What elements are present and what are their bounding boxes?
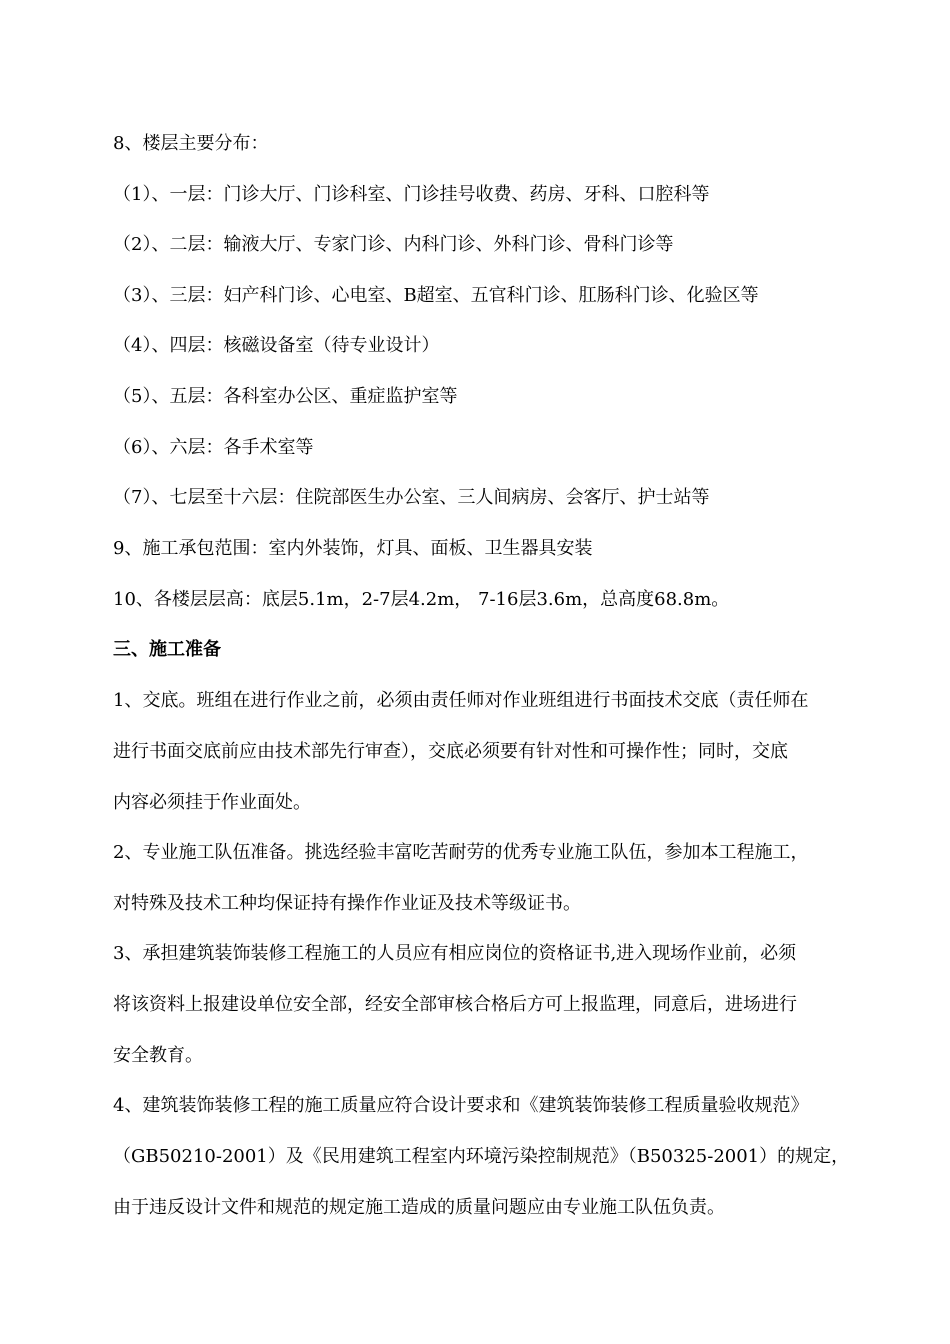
prep-paragraph-1 — [113, 689, 853, 842]
prep-paragraph-3 — [113, 942, 853, 1095]
floor-item-2: （2）、二层：输液大厅、专家门诊、内科门诊、外科门诊、骨科门诊等 — [113, 234, 674, 255]
prep-paragraph-4 — [113, 1094, 853, 1247]
paragraph-line: 安全教育。 — [113, 1045, 203, 1066]
paragraph-line: 对特殊及技术工种均保证持有操作作业证及技术等级证书。 — [113, 893, 581, 914]
paragraph-line: 2、专业施工队伍准备。挑选经验丰富吃苦耐劳的优秀专业施工队伍，参加本工程施工， — [113, 842, 809, 863]
floor-item-7: （7）、七层至十六层：住院部医生办公室、三人间病房、会客厅、护士站等 — [113, 487, 710, 508]
prep-paragraph-2 — [113, 841, 853, 943]
heights-text: 10、各楼层层高：底层5.1m，2-7层4.2m， 7-16层3.6m，总高度68.8m。 — [113, 589, 730, 610]
paragraph-line: 由于违反设计文件和规范的规定施工造成的质量问题应由专业施工队伍负责。 — [113, 1197, 725, 1218]
floor-item-3: （3）、三层：妇产科门诊、心电室、B超室、五官科门诊、肛肠科门诊、化验区等 — [113, 285, 759, 306]
floors-title: 8、楼层主要分布： — [113, 133, 269, 154]
paragraph-line: （GB50210-2001）及《民用建筑工程室内环境污染控制规范》（B50325-2001）的规定， — [113, 1146, 850, 1167]
paragraph-line: 将该资料上报建设单位安全部，经安全部审核合格后方可上报监理，同意后，进场进行 — [113, 994, 797, 1015]
floor-item-5: （5）、五层：各科室办公区、重症监护室等 — [113, 386, 458, 407]
paragraph-line: 1、交底。班组在进行作业之前，必须由责任师对作业班组进行书面技术交底（责任师在 — [113, 690, 809, 711]
paragraph-line: 内容必须挂于作业面处。 — [113, 792, 311, 813]
paragraph-line: 4、建筑装饰装修工程的施工质量应符合设计要求和《建筑装饰装修工程质量验收规范》 — [113, 1095, 809, 1116]
floor-item-6: （6）、六层：各手术室等 — [113, 437, 314, 458]
paragraph-line: 进行书面交底前应由技术部先行审查），交底必须要有针对性和可操作性；同时，交底 — [113, 741, 788, 762]
section-heading: 三、施工准备 — [113, 639, 221, 660]
floor-item-4: （4）、四层：核磁设备室（待专业设计） — [113, 335, 440, 356]
floor-item-1: （1）、一层：门诊大厅、门诊科室、门诊挂号收费、药房、牙科、口腔科等 — [113, 184, 710, 205]
paragraph-line: 3、承担建筑装饰装修工程施工的人员应有相应岗位的资格证书,进入现场作业前，必须 — [113, 943, 797, 964]
scope-text: 9、施工承包范围：室内外装饰，灯具、面板、卫生器具安装 — [113, 538, 593, 559]
